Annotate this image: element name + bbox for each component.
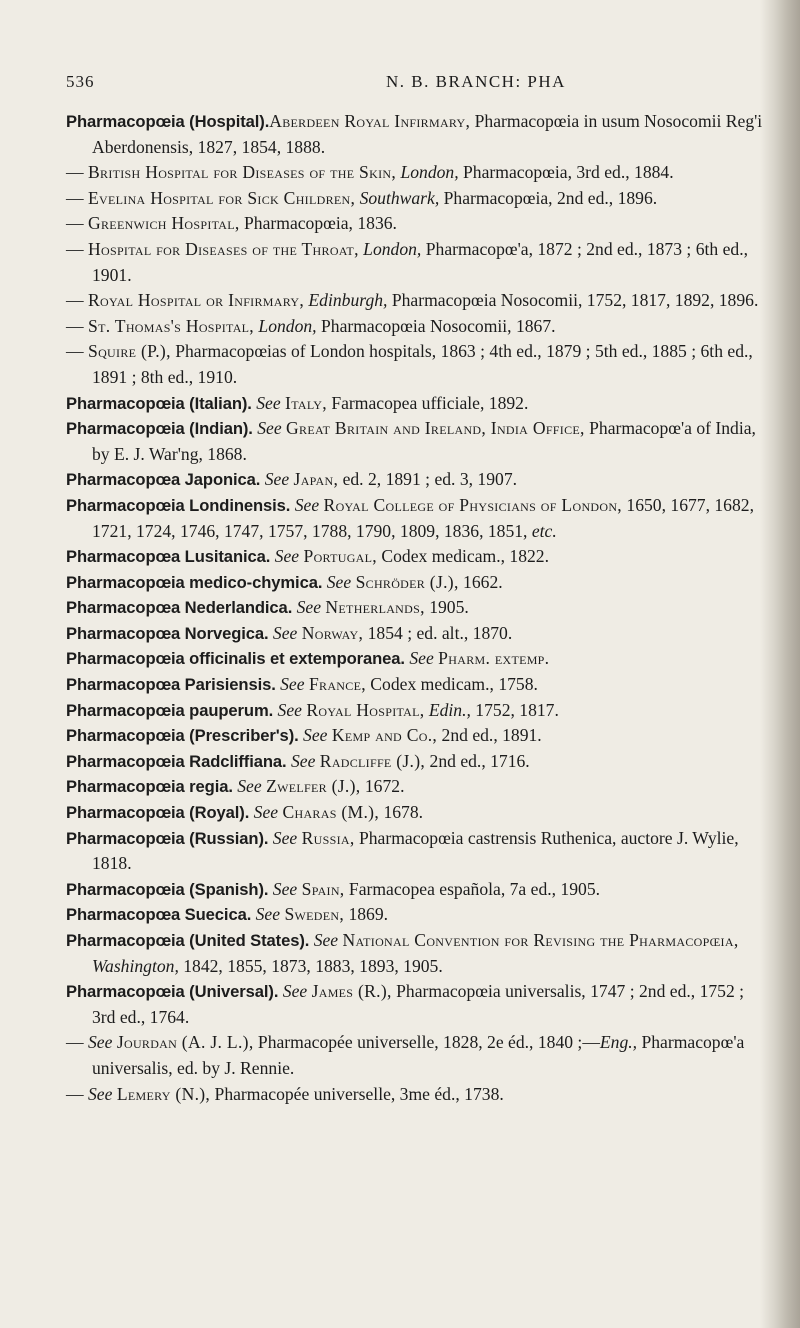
entry-language: Eng., bbox=[599, 1032, 638, 1053]
index-entry bbox=[66, 646, 766, 672]
index-entry bbox=[66, 211, 766, 237]
see-reference: See bbox=[322, 571, 356, 592]
entry-place: London, bbox=[396, 162, 459, 183]
entry-headword: Pharmacopœia (Universal). bbox=[66, 982, 279, 1002]
index-entry bbox=[66, 186, 766, 212]
entry-text: Pharmacopœia, 1836. bbox=[239, 213, 397, 234]
see-reference: See bbox=[273, 699, 307, 720]
entry-heading: St. Thomas's Hospital, bbox=[88, 315, 255, 336]
entry-text: ed. 2, 1891 ; ed. 3, 1907. bbox=[338, 469, 518, 490]
index-entry bbox=[66, 902, 766, 928]
entry-heading: Radcliffe (J.), bbox=[319, 750, 426, 771]
entry-text: 1662. bbox=[458, 571, 503, 592]
entry-heading: Aberdeen Royal Infirmary, bbox=[269, 111, 471, 131]
entry-dash: — bbox=[66, 290, 88, 311]
entry-headword: Pharmacopœa Nederlandica. bbox=[66, 598, 293, 618]
index-entry bbox=[66, 621, 766, 647]
entry-text: 1869. bbox=[344, 904, 389, 925]
entry-text: Pharmacopée universelle, 3me éd., 1738. bbox=[210, 1083, 504, 1104]
see-reference: See bbox=[290, 494, 324, 515]
see-reference: See bbox=[88, 1032, 117, 1053]
entry-headword: Pharmacopœia officinalis et extemporanea. bbox=[66, 649, 405, 669]
running-head: N. B. BRANCH: PHA bbox=[386, 72, 566, 91]
entry-text: Pharmacopœias of London hospitals, 1863 ; 4th ed., 1879 ; 5th ed., 1885 ; 6th ed., 1891 ; 8th ed., 1910. bbox=[92, 341, 753, 387]
index-entry bbox=[66, 339, 766, 390]
entry-headword: Pharmacopœia (Indian). bbox=[66, 419, 253, 439]
see-reference: See bbox=[298, 725, 332, 746]
entry-heading: Royal Hospital, bbox=[306, 699, 425, 720]
entry-headword: Pharmacopœia (Hospital). bbox=[66, 112, 270, 131]
see-reference: See bbox=[270, 546, 304, 567]
entry-headword: Pharmacopœia (Russian). bbox=[66, 828, 269, 848]
entry-heading: Japan, bbox=[293, 469, 339, 490]
index-entry bbox=[66, 109, 766, 160]
entry-heading: Italy, bbox=[285, 392, 327, 413]
entry-headword: Pharmacopœia medico-chymica. bbox=[66, 572, 323, 592]
entry-headword: Pharmacopœia (Prescriber's). bbox=[66, 726, 299, 746]
entry-text: 1672. bbox=[360, 776, 405, 797]
entry-text: 1842, 1855, 1873, 1883, 1893, 1905. bbox=[178, 955, 443, 976]
entry-heading: Hospital for Diseases of the Throat, bbox=[88, 238, 359, 259]
entry-heading: Evelina Hospital for Sick Children, bbox=[88, 187, 356, 208]
entry-dash: — bbox=[66, 162, 88, 183]
entry-place: London, bbox=[358, 238, 422, 259]
entry-text: 1905. bbox=[424, 597, 469, 618]
entry-place: Edin., bbox=[424, 699, 471, 720]
entry-dash: — bbox=[66, 187, 88, 208]
entry-heading: Sweden, bbox=[284, 904, 345, 925]
see-reference: See bbox=[251, 392, 286, 413]
index-entry bbox=[66, 493, 766, 544]
entry-text: Pharmacopœia in usum Nosocomii Reg'i Aberdonensis, 1827, 1854, 1888. bbox=[92, 111, 763, 157]
entry-text-continued: Pharmacopœ'a universalis, ed. by J. Rennie. bbox=[92, 1032, 745, 1078]
index-entry bbox=[66, 416, 766, 467]
entry-headword: Pharmacopœa Norvegica. bbox=[66, 623, 269, 643]
entry-headword: Pharmacopœia pauperum. bbox=[66, 700, 274, 720]
entry-headword: Pharmacopœia Londinensis. bbox=[66, 495, 291, 515]
index-entry bbox=[66, 570, 766, 596]
index-entries bbox=[66, 109, 766, 1107]
entry-headword: Pharmacopœia regia. bbox=[66, 777, 233, 797]
entry-text: Farmacopea ufficiale, 1892. bbox=[326, 392, 529, 413]
see-reference: See bbox=[278, 981, 312, 1002]
entry-headword: Pharmacopœia Radcliffiana. bbox=[66, 751, 287, 771]
entry-text: Pharmacopée universelle, 1828, 2e éd., 1840 ;— bbox=[253, 1032, 600, 1053]
entry-heading: Royal College of Physicians of London, bbox=[323, 494, 623, 515]
entry-text: Pharmacopœ'a, 1872 ; 2nd ed., 1873 ; 6th ed., 1901. bbox=[92, 238, 748, 285]
entry-headword: Pharmacopœa Parisiensis. bbox=[66, 675, 276, 695]
index-entry bbox=[66, 979, 766, 1030]
entry-text: Pharmacopœ'a of India, by E. J. War'ng, 1868. bbox=[92, 418, 756, 464]
entry-heading: Great Britain and Ireland, India Office, bbox=[286, 418, 585, 439]
index-entry bbox=[66, 723, 766, 749]
entry-heading: Pharm. extemp. bbox=[438, 648, 550, 669]
entry-text: Pharmacopœia, 3rd ed., 1884. bbox=[458, 162, 674, 183]
entry-heading: British Hospital for Diseases of the Skin, bbox=[88, 162, 397, 183]
entry-place: Southwark, bbox=[355, 187, 440, 208]
entry-text: Pharmacopœia castrensis Ruthenica, auctore J. Wylie, 1818. bbox=[92, 827, 739, 874]
entry-dash: — bbox=[66, 238, 88, 259]
index-entry bbox=[66, 237, 766, 288]
entry-text: 1854 ; ed. alt., 1870. bbox=[363, 622, 513, 643]
entry-heading: Netherlands, bbox=[325, 597, 425, 618]
entry-place: Washington, bbox=[92, 955, 179, 976]
index-entry bbox=[66, 314, 766, 340]
see-reference: See bbox=[404, 648, 439, 669]
entry-text: Pharmacopœia, 2nd ed., 1896. bbox=[439, 187, 658, 208]
entry-heading: Lemery (N.), bbox=[116, 1083, 211, 1104]
see-reference: See bbox=[275, 674, 309, 695]
index-entry bbox=[66, 672, 766, 698]
entry-heading: Portugal, bbox=[303, 546, 377, 567]
entry-place: London, bbox=[254, 315, 317, 336]
entry-heading: Schröder (J.), bbox=[355, 571, 459, 592]
see-reference: See bbox=[268, 827, 302, 848]
entry-heading: Russia, bbox=[301, 827, 355, 848]
see-reference: See bbox=[286, 750, 320, 771]
entry-text: 1752, 1817. bbox=[470, 699, 559, 720]
see-reference: See bbox=[252, 418, 287, 439]
see-reference: See bbox=[292, 597, 326, 618]
entry-headword: Pharmacopœa Lusitanica. bbox=[66, 547, 271, 567]
see-reference: See bbox=[232, 776, 267, 797]
entry-headword: Pharmacopœia (United States). bbox=[66, 931, 310, 950]
see-reference: See bbox=[309, 930, 343, 950]
see-reference: See bbox=[268, 878, 302, 899]
entry-text: 1650, 1677, 1682, 1721, 1724, 1746, 1747, 1757, 1788, 1790, 1809, 1836, 1851, bbox=[92, 494, 754, 541]
see-reference: See bbox=[251, 904, 285, 925]
entry-text: Pharmacopœia Nosocomii, 1752, 1817, 1892, 1896. bbox=[387, 290, 759, 311]
page-edge-shadow bbox=[760, 0, 800, 1328]
index-entry bbox=[66, 877, 766, 903]
entry-heading: Greenwich Hospital, bbox=[88, 213, 240, 234]
entry-heading: National Convention for Revising the Pharmacopœia, bbox=[342, 930, 739, 950]
index-entry bbox=[66, 160, 766, 186]
entry-dash: — bbox=[66, 1083, 88, 1104]
index-entry bbox=[66, 800, 766, 826]
entry-text: 1678. bbox=[379, 802, 424, 823]
entry-text: Farmacopea española, 7a ed., 1905. bbox=[344, 878, 601, 899]
entry-text: Codex medicam., 1822. bbox=[376, 546, 549, 567]
entry-headword: Pharmacopœa Japonica. bbox=[66, 470, 261, 490]
entry-heading: James (R.), bbox=[311, 981, 392, 1002]
index-entry bbox=[66, 595, 766, 621]
index-entry bbox=[66, 774, 766, 800]
index-entry bbox=[66, 749, 766, 775]
entry-headword: Pharmacopœa Suecica. bbox=[66, 905, 252, 925]
entry-dash: — bbox=[66, 213, 88, 234]
page-header bbox=[66, 72, 766, 98]
entry-heading: Spain, bbox=[301, 878, 345, 899]
entry-text: Pharmacopœia Nosocomii, 1867. bbox=[316, 315, 556, 336]
index-entry bbox=[66, 698, 766, 724]
entry-headword: Pharmacopœia (Italian). bbox=[66, 393, 252, 413]
entry-heading: Kemp and Co., bbox=[331, 725, 438, 746]
entry-dash: — bbox=[66, 1032, 88, 1053]
entry-heading: France, bbox=[308, 674, 366, 695]
entry-text: 2nd ed., 1716. bbox=[425, 750, 530, 771]
see-reference: See bbox=[88, 1083, 117, 1104]
entry-text: Pharmacopœia universalis, 1747 ; 2nd ed., 1752 ; 3rd ed., 1764. bbox=[92, 981, 745, 1027]
index-entry bbox=[66, 1082, 766, 1108]
entry-text: Codex medicam., 1758. bbox=[365, 674, 538, 695]
entry-headword: Pharmacopœia (Spanish). bbox=[66, 879, 269, 899]
entry-dash: — bbox=[66, 341, 88, 362]
index-entry bbox=[66, 1030, 766, 1081]
entry-tail: etc. bbox=[527, 520, 557, 541]
page-number: 536 bbox=[66, 72, 95, 91]
see-reference: See bbox=[260, 469, 294, 490]
index-entry bbox=[66, 288, 766, 314]
entry-heading: Zwelfer (J.), bbox=[266, 776, 361, 797]
entry-dash: — bbox=[66, 315, 88, 336]
entry-heading: Royal Hospital or Infirmary, bbox=[88, 290, 305, 311]
entry-heading: Charas (M.), bbox=[282, 802, 380, 823]
entry-place: Edinburgh, bbox=[304, 290, 388, 311]
entry-heading: Norway, bbox=[301, 622, 364, 643]
entry-heading: Jourdan (A. J. L.), bbox=[116, 1032, 254, 1053]
entry-headword: Pharmacopœia (Royal). bbox=[66, 803, 250, 823]
entry-text: 2nd ed., 1891. bbox=[437, 725, 542, 746]
entry-heading: Squire (P.), bbox=[88, 341, 171, 362]
index-entry bbox=[66, 391, 766, 417]
index-entry bbox=[66, 544, 766, 570]
see-reference: See bbox=[249, 802, 283, 823]
index-entry bbox=[66, 826, 766, 877]
index-entry bbox=[66, 928, 766, 979]
see-reference: See bbox=[268, 622, 302, 643]
index-entry bbox=[66, 467, 766, 493]
